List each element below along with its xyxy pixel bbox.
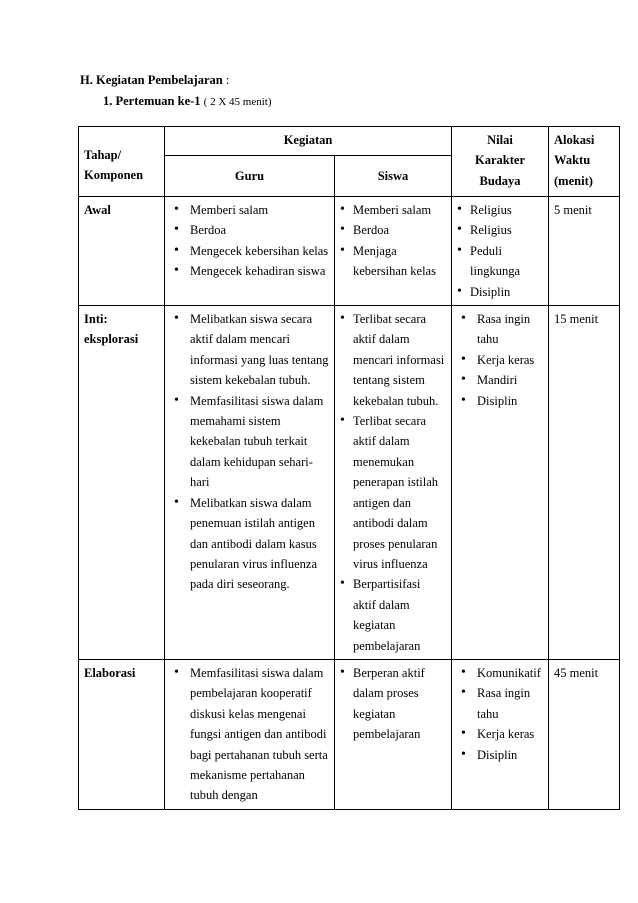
header-nilai-line3: Budaya: [479, 173, 521, 188]
table-row: [79, 306, 620, 660]
list-item: • Memfasilitasi siswa dalam memahami sistem kekebalan tubuh terkait dalam kehidupan sehari-hari: [170, 391, 329, 493]
list-item: • Disiplin: [457, 745, 543, 765]
tahap-line: Inti:: [84, 312, 108, 327]
row-tahap: [79, 659, 165, 809]
list-item: • Disiplin: [457, 282, 543, 302]
row-guru: [165, 659, 335, 809]
row-waktu: 5 menit: [549, 197, 620, 306]
row-guru: [165, 306, 335, 660]
list-item: • Disiplin: [457, 391, 543, 411]
list-item: • Kerja keras: [457, 724, 543, 744]
meeting-label: Pertemuan ke-1: [115, 94, 201, 108]
list-item: • Kerja keras: [457, 350, 543, 370]
section-colon: :: [225, 73, 230, 87]
list-item: • Memfasilitasi siswa dalam pembelajaran kooperatif diskusi kelas mengenai fungsi antigen dan antibodi bagi pertahanan tubuh serta mekanisme pertahanan tubuh dengan: [170, 663, 329, 806]
row-waktu: 15 menit: [549, 306, 620, 660]
list-item: • Religius: [457, 220, 543, 240]
list-item: • Rasa ingin tahu: [457, 683, 543, 724]
list-item: • Rasa ingin tahu: [457, 309, 543, 350]
row-siswa: [335, 197, 452, 306]
list-item: • Religius: [457, 200, 543, 220]
list-item: • Berdoa: [170, 220, 329, 240]
section-title: Kegiatan Pembelajaran: [95, 73, 223, 87]
list-item: • Berpartisifasi aktif dalam kegiatan pembelajaran: [340, 574, 446, 656]
row-tahap: [79, 197, 165, 306]
tahap-line: eksplorasi: [84, 332, 139, 347]
header-alokasi: [549, 127, 620, 197]
list-item: • Berdoa: [340, 220, 446, 240]
row-guru: [165, 197, 335, 306]
list-item: • Memberi salam: [170, 200, 329, 220]
header-tahap: [79, 127, 165, 197]
header-guru: Guru: [165, 156, 335, 197]
meeting-number: 1.: [103, 94, 113, 108]
list-item: • Mengecek kebersihan kelas: [170, 241, 329, 261]
list-item: • Menjaga kebersihan kelas: [340, 241, 446, 282]
list-item: • Melibatkan siswa dalam penemuan istilah antigen dan antibodi dalam kasus penularan virus influenza pada diri seseorang.: [170, 493, 329, 595]
header-alokasi-line1: Alokasi: [554, 133, 595, 147]
list-item: • Berperan aktif dalam proses kegiatan pembelajaran: [340, 663, 446, 745]
row-tahap: [79, 306, 165, 660]
header-nilai: [452, 127, 549, 197]
meeting-heading: [103, 94, 272, 109]
row-nilai: [452, 197, 549, 306]
list-item: • Peduli lingkunga: [457, 241, 543, 282]
table-row: [79, 659, 620, 809]
list-item: • Mandiri: [457, 370, 543, 390]
row-nilai: [452, 306, 549, 660]
table-row: [79, 197, 620, 306]
list-item: • Melibatkan siswa secara aktif dalam mencari informasi yang luas tentang sistem kekebalan tubuh.: [170, 309, 329, 391]
header-nilai-line2: Karakter: [475, 153, 525, 168]
header-komponen-line2: Komponen: [84, 168, 144, 182]
header-nilai-line1: Nilai: [487, 133, 513, 147]
header-siswa: Siswa: [335, 156, 452, 197]
row-nilai: [452, 659, 549, 809]
row-siswa: [335, 659, 452, 809]
section-heading: [80, 73, 229, 88]
activity-table: [78, 126, 620, 810]
tahap-line: Elaborasi: [84, 665, 136, 680]
meeting-duration: ( 2 X 45 menit): [203, 96, 272, 108]
section-letter: H.: [80, 73, 93, 87]
header-alokasi-line2: Waktu: [554, 153, 591, 168]
list-item: • Terlibat secara aktif dalam mencari informasi tentang sistem kekebalan tubuh.: [340, 309, 446, 411]
list-item: • Mengecek kehadiran siswa: [170, 261, 329, 281]
tahap-line: Awal: [84, 203, 111, 217]
list-item: • Terlibat secara aktif dalam menemukan penerapan istilah antigen dan antibodi dalam proses penularan virus influenza: [340, 411, 446, 574]
row-waktu: 45 menit: [549, 659, 620, 809]
list-item: • Memberi salam: [340, 200, 446, 220]
header-tahap-line1: Tahap/: [84, 147, 122, 162]
list-item: • Komunikatif: [457, 663, 543, 683]
row-siswa: [335, 306, 452, 660]
header-kegiatan: Kegiatan: [165, 127, 452, 156]
header-alokasi-line3: (menit): [554, 173, 593, 188]
